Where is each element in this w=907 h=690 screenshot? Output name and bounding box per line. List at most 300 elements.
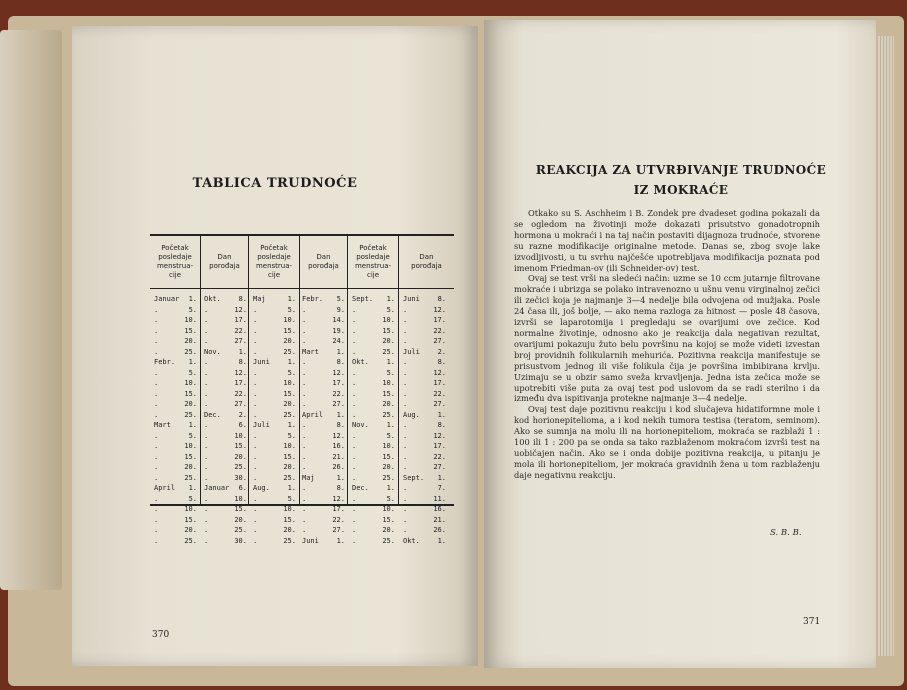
table-cell <box>204 462 247 473</box>
month-label: . <box>302 368 307 377</box>
month-label: . <box>403 515 408 524</box>
month-label: . <box>302 515 307 524</box>
table-cell <box>403 389 446 400</box>
month-label: . <box>352 505 357 513</box>
month-label: Febr. <box>302 295 324 303</box>
author-signature: S. B. B. <box>770 528 802 538</box>
table-cell <box>352 431 395 442</box>
table-cell <box>253 420 296 431</box>
table-cell <box>302 441 345 452</box>
table-cell <box>154 410 197 421</box>
table-column <box>352 294 395 546</box>
day-value: 5. <box>287 431 296 440</box>
day-value: 27. <box>433 337 446 345</box>
table-cell <box>253 410 296 421</box>
month-label: . <box>253 400 258 408</box>
month-label: . <box>154 389 159 398</box>
day-value: 10. <box>184 379 197 387</box>
table-cell <box>204 410 247 421</box>
month-label: . <box>253 536 258 545</box>
month-label: . <box>204 326 209 335</box>
table-cell <box>204 525 247 536</box>
table-cell <box>352 525 395 536</box>
month-label: Mart <box>154 421 171 429</box>
day-value: 20. <box>283 526 296 534</box>
table-cell <box>253 399 296 410</box>
table-cell <box>352 515 395 526</box>
day-value: 30. <box>234 473 247 482</box>
day-value: 10. <box>382 505 395 513</box>
table-cell <box>154 452 197 463</box>
table-cell <box>154 357 197 368</box>
day-value: 24. <box>332 337 345 345</box>
day-value: 20. <box>184 463 197 471</box>
month-label: . <box>352 526 357 534</box>
table-cell <box>154 536 197 547</box>
table-cell <box>403 483 446 494</box>
day-value: 17. <box>433 316 446 324</box>
table-cell <box>204 483 247 494</box>
month-label: Aug. <box>253 484 270 492</box>
day-value: 2. <box>238 410 247 419</box>
day-value: 5. <box>287 305 296 314</box>
header-cell <box>300 236 347 289</box>
day-value: 6. <box>238 484 247 492</box>
header-line: cije <box>366 271 380 279</box>
table-cell <box>403 515 446 526</box>
month-label: . <box>253 305 258 314</box>
month-label: . <box>403 505 408 513</box>
day-value: 17. <box>433 442 446 450</box>
table-cell <box>352 504 395 515</box>
month-label: . <box>352 326 357 335</box>
table-cell <box>403 452 446 463</box>
month-label: . <box>352 305 357 314</box>
table-cell <box>253 368 296 379</box>
month-label: . <box>352 431 357 440</box>
article-body <box>514 208 820 481</box>
table-column <box>154 294 197 546</box>
day-value: 10. <box>283 316 296 324</box>
table-cell <box>154 462 197 473</box>
day-value: 10. <box>283 379 296 387</box>
day-value: 20. <box>382 526 395 534</box>
month-label: . <box>253 431 258 440</box>
table-cell <box>403 399 446 410</box>
month-label: . <box>154 526 159 534</box>
day-value: 8. <box>336 421 345 429</box>
month-label: . <box>154 337 159 345</box>
table-cell <box>253 536 296 547</box>
day-value: 17. <box>433 379 446 387</box>
table-cell <box>403 494 446 505</box>
table-cell <box>302 494 345 505</box>
table-cell <box>302 536 345 547</box>
column-divider <box>299 236 300 504</box>
table-cell <box>352 420 395 431</box>
day-value: 10. <box>283 442 296 450</box>
month-label: . <box>154 515 159 524</box>
table-cell <box>403 410 446 421</box>
day-value: 1. <box>386 358 395 366</box>
month-label: . <box>154 326 159 335</box>
day-value: 12. <box>332 368 345 377</box>
table-cell <box>302 294 345 305</box>
table-cell <box>403 336 446 347</box>
day-value: 1. <box>437 410 446 419</box>
day-value: 12. <box>433 368 446 377</box>
month-label: April <box>154 484 176 492</box>
table-cell <box>302 420 345 431</box>
day-value: 20. <box>382 463 395 471</box>
day-value: 14. <box>332 316 345 324</box>
table-cell <box>302 483 345 494</box>
month-label: Okt. <box>352 358 369 366</box>
month-label: . <box>352 410 357 419</box>
table-column <box>302 294 345 546</box>
month-label: . <box>253 473 258 482</box>
table-cell <box>154 305 197 316</box>
table-cell <box>403 357 446 368</box>
month-label: . <box>253 368 258 377</box>
table-cell <box>204 368 247 379</box>
day-value: 1. <box>386 421 395 429</box>
month-label: . <box>403 389 408 398</box>
table-cell <box>204 294 247 305</box>
day-value: 20. <box>234 515 247 524</box>
day-value: 8. <box>336 484 345 492</box>
month-label: . <box>154 400 159 408</box>
header-line: cije <box>168 271 182 279</box>
month-label: . <box>302 431 307 440</box>
day-value: 10. <box>382 316 395 324</box>
table-cell <box>253 473 296 484</box>
day-value: 1. <box>287 421 296 429</box>
header-line: Dan <box>316 253 331 261</box>
month-label: . <box>302 442 307 450</box>
day-value: 22. <box>433 389 446 398</box>
table-cell <box>403 441 446 452</box>
month-label: . <box>302 463 307 471</box>
month-label: . <box>253 452 258 461</box>
month-label: . <box>204 316 209 324</box>
month-label: . <box>352 536 357 545</box>
day-value: 8. <box>336 358 345 366</box>
day-value: 20. <box>283 337 296 345</box>
month-label: Dec. <box>352 484 369 492</box>
table-cell <box>352 410 395 421</box>
table-cell <box>302 357 345 368</box>
day-value: 12. <box>234 368 247 377</box>
day-value: 12. <box>234 305 247 314</box>
month-label: . <box>204 337 209 345</box>
day-value: 1. <box>188 295 197 303</box>
day-value: 19. <box>332 326 345 335</box>
day-value: 15. <box>283 452 296 461</box>
table-cell <box>352 368 395 379</box>
month-label: . <box>204 421 209 429</box>
month-label: Juli <box>403 347 420 356</box>
day-value: 9. <box>336 305 345 314</box>
header-line: menstrua- <box>255 262 293 270</box>
month-label: . <box>302 452 307 461</box>
table-cell <box>204 378 247 389</box>
table-cell <box>403 473 446 484</box>
header-cell <box>201 236 248 289</box>
month-label: . <box>154 431 159 440</box>
month-label: . <box>403 358 408 366</box>
article-title-line: IZ MOKRAĆE <box>633 183 729 197</box>
month-label: Juni <box>253 358 270 366</box>
day-value: 25. <box>382 347 395 356</box>
table-cell <box>154 389 197 400</box>
day-value: 8. <box>437 421 446 429</box>
table-cell <box>403 305 446 316</box>
month-label: Nov. <box>352 421 369 429</box>
month-label: . <box>302 389 307 398</box>
day-value: 15. <box>382 515 395 524</box>
day-value: 25. <box>283 347 296 356</box>
month-label: . <box>403 526 408 534</box>
month-label: . <box>154 463 159 471</box>
day-value: 1. <box>386 295 395 303</box>
day-value: 5. <box>386 494 395 503</box>
day-value: 12. <box>332 494 345 503</box>
page-edges <box>878 36 894 656</box>
month-label: . <box>403 484 408 492</box>
table-cell <box>403 326 446 337</box>
column-divider <box>200 236 201 504</box>
month-label: . <box>204 442 209 450</box>
table-cell <box>253 336 296 347</box>
table-cell <box>352 326 395 337</box>
table-cell <box>302 368 345 379</box>
day-value: 25. <box>283 536 296 545</box>
month-label: . <box>403 379 408 387</box>
month-label: . <box>154 505 159 513</box>
month-label: . <box>302 421 307 429</box>
table-cell <box>352 294 395 305</box>
month-label: Febr. <box>154 358 176 366</box>
day-value: 5. <box>386 305 395 314</box>
month-label: . <box>253 389 258 398</box>
month-label: Januar <box>204 484 230 492</box>
table-cell <box>253 389 296 400</box>
table-cell <box>204 441 247 452</box>
table-cell <box>204 431 247 442</box>
day-value: 17. <box>234 316 247 324</box>
header-cell <box>348 236 398 289</box>
table-cell <box>204 515 247 526</box>
header-line: porođaja <box>308 262 339 270</box>
table-cell <box>302 473 345 484</box>
day-value: 1. <box>188 421 197 429</box>
table-cell <box>253 315 296 326</box>
day-value: 15. <box>382 452 395 461</box>
day-value: 2. <box>437 347 446 356</box>
day-value: 22. <box>234 326 247 335</box>
table-cell <box>352 399 395 410</box>
day-value: 10. <box>234 431 247 440</box>
header-line: porođaja <box>209 262 240 270</box>
table-cell <box>204 452 247 463</box>
day-value: 27. <box>234 337 247 345</box>
month-label: . <box>154 410 159 419</box>
day-value: 1. <box>437 536 446 545</box>
month-label: . <box>154 473 159 482</box>
month-label: Maj <box>302 473 315 482</box>
day-value: 1. <box>287 358 296 366</box>
month-label: . <box>302 358 307 366</box>
day-value: 8. <box>238 358 247 366</box>
header-line: Dan <box>217 253 232 261</box>
table-cell <box>302 410 345 421</box>
month-label: Januar <box>154 295 180 303</box>
day-value: 22. <box>433 326 446 335</box>
month-label: . <box>253 410 258 419</box>
day-value: 15. <box>283 389 296 398</box>
month-label: . <box>302 484 307 492</box>
table-cell <box>204 420 247 431</box>
month-label: . <box>154 316 159 324</box>
day-value: 10. <box>184 505 197 513</box>
month-label: . <box>154 442 159 450</box>
table-cell <box>204 536 247 547</box>
table-cell <box>403 536 446 547</box>
day-value: 15. <box>283 515 296 524</box>
table-cell <box>253 431 296 442</box>
day-value: 16. <box>332 442 345 450</box>
month-label: . <box>154 536 159 545</box>
column-divider <box>248 236 249 504</box>
day-value: 15. <box>283 326 296 335</box>
month-label: . <box>352 316 357 324</box>
article-title <box>496 160 866 200</box>
table-cell <box>352 389 395 400</box>
table-cell <box>204 494 247 505</box>
month-label: . <box>302 400 307 408</box>
month-label: . <box>403 431 408 440</box>
table-cell <box>302 326 345 337</box>
table-cell <box>302 515 345 526</box>
month-label: . <box>302 316 307 324</box>
day-value: 20. <box>382 337 395 345</box>
month-label: . <box>204 473 209 482</box>
month-label: . <box>204 400 209 408</box>
day-value: 17. <box>332 379 345 387</box>
month-label: . <box>403 305 408 314</box>
day-value: 15. <box>382 389 395 398</box>
day-value: 27. <box>234 400 247 408</box>
header-cell <box>150 236 200 289</box>
month-label: . <box>302 326 307 335</box>
month-label: . <box>204 431 209 440</box>
month-label: . <box>154 368 159 377</box>
table-cell <box>302 305 345 316</box>
table-cell <box>253 441 296 452</box>
day-value: 25. <box>283 410 296 419</box>
paragraph: Otkako su S. Aschheim i B. Zondek pre dvadeset godina pokazali da se ogledom na životinji može dokazati prisutstvo gonadotropnih hormona u mokraći i na taj način postaviti dijagnoza trudnoće, stvorene su razne modifikacije originalne metode. Danas se, zbog svoje lake izvodljivosti, u tu svrhu najčešće upotrebljava modifikacija poznata pod imenom Friedman-ov (ili Schneider-ov) test. <box>514 208 820 273</box>
month-label: . <box>204 358 209 366</box>
header-line: Početak <box>260 244 288 252</box>
table-cell <box>154 378 197 389</box>
day-value: 12. <box>433 431 446 440</box>
month-label: . <box>403 494 408 503</box>
day-value: 1. <box>188 358 197 366</box>
day-value: 8. <box>437 295 446 303</box>
month-label: Mart <box>302 347 319 356</box>
day-value: 1. <box>386 484 395 492</box>
month-label: . <box>403 442 408 450</box>
day-value: 25. <box>382 536 395 545</box>
day-value: 1. <box>287 295 296 303</box>
day-value: 5. <box>188 305 197 314</box>
day-value: 20. <box>283 463 296 471</box>
day-value: 15. <box>382 326 395 335</box>
table-cell <box>253 452 296 463</box>
month-label: . <box>253 442 258 450</box>
day-value: 25. <box>234 526 247 534</box>
day-value: 5. <box>287 494 296 503</box>
day-value: 17. <box>234 379 247 387</box>
day-value: 1. <box>336 410 345 419</box>
table-cell <box>403 347 446 358</box>
day-value: 25. <box>184 410 197 419</box>
column-divider <box>347 236 348 504</box>
day-value: 22. <box>234 389 247 398</box>
table-cell <box>154 431 197 442</box>
day-value: 1. <box>188 484 197 492</box>
day-value: 8. <box>437 358 446 366</box>
month-label: Sept. <box>403 473 425 482</box>
day-value: 5. <box>188 494 197 503</box>
table-cell <box>352 452 395 463</box>
table-cell <box>204 336 247 347</box>
month-label: . <box>403 368 408 377</box>
month-label: . <box>302 494 307 503</box>
page-number-left: 370 <box>152 630 170 640</box>
column-divider <box>398 236 399 504</box>
day-value: 21. <box>332 452 345 461</box>
month-label: . <box>154 347 159 356</box>
day-value: 26. <box>433 526 446 534</box>
month-label: . <box>352 400 357 408</box>
table-cell <box>154 473 197 484</box>
table-cell <box>253 483 296 494</box>
month-label: . <box>204 494 209 503</box>
day-value: 10. <box>283 505 296 513</box>
day-value: 22. <box>332 515 345 524</box>
month-label: . <box>403 452 408 461</box>
day-value: 25. <box>283 473 296 482</box>
day-value: 10. <box>234 494 247 503</box>
paragraph: Ovaj se test vrši na sledeći način: uzme se 10 ccm jutarnje filtrovane mokraće i ubrizga se polako intravenozno u ušnu venu virginalnoj zečici ili zečici koja je najmanje 3—4 nedelje bila odvojena od mužjaka. Posle 24 časa ili, još bolje, — ako nema razloga za hitnost — posle 48 časova, izvrši se laparotomija i pregledaju se ovarijumi ove zečice. Kod normalne životinje, odnosno ako je reakcija dala negativan rezultat, ovarijumi pokazuju žuto belu površinu na kojoj se može videti izvestan broj providnih folikularnih mehurića. Pozitivna reakcija manifestuje se prisustvom jednog ili više folikula čija je površina imbibirana krvlju. Uzimaju se u obzir samo sveža krvavljenja. Jedna ista zečica može se upotrebiti više puta za ovaj test pod uslovom da se radi sterilno i da između dva ispitivanja protekne najmanje 3—4 nedelje. <box>514 273 820 404</box>
article-title-line: REAKCIJA ZA UTVRĐIVANJE TRUDNOĆE <box>535 163 827 177</box>
day-value: 17. <box>332 505 345 513</box>
month-label: . <box>302 305 307 314</box>
day-value: 20. <box>184 337 197 345</box>
month-label: Juli <box>253 421 270 429</box>
table-cell <box>154 483 197 494</box>
table-cell <box>352 336 395 347</box>
day-value: 1. <box>336 536 345 545</box>
month-label: Okt. <box>403 536 420 545</box>
table-cell <box>403 315 446 326</box>
table-cell <box>204 473 247 484</box>
month-label: . <box>352 442 357 450</box>
table-cell <box>352 494 395 505</box>
table-cell <box>403 525 446 536</box>
